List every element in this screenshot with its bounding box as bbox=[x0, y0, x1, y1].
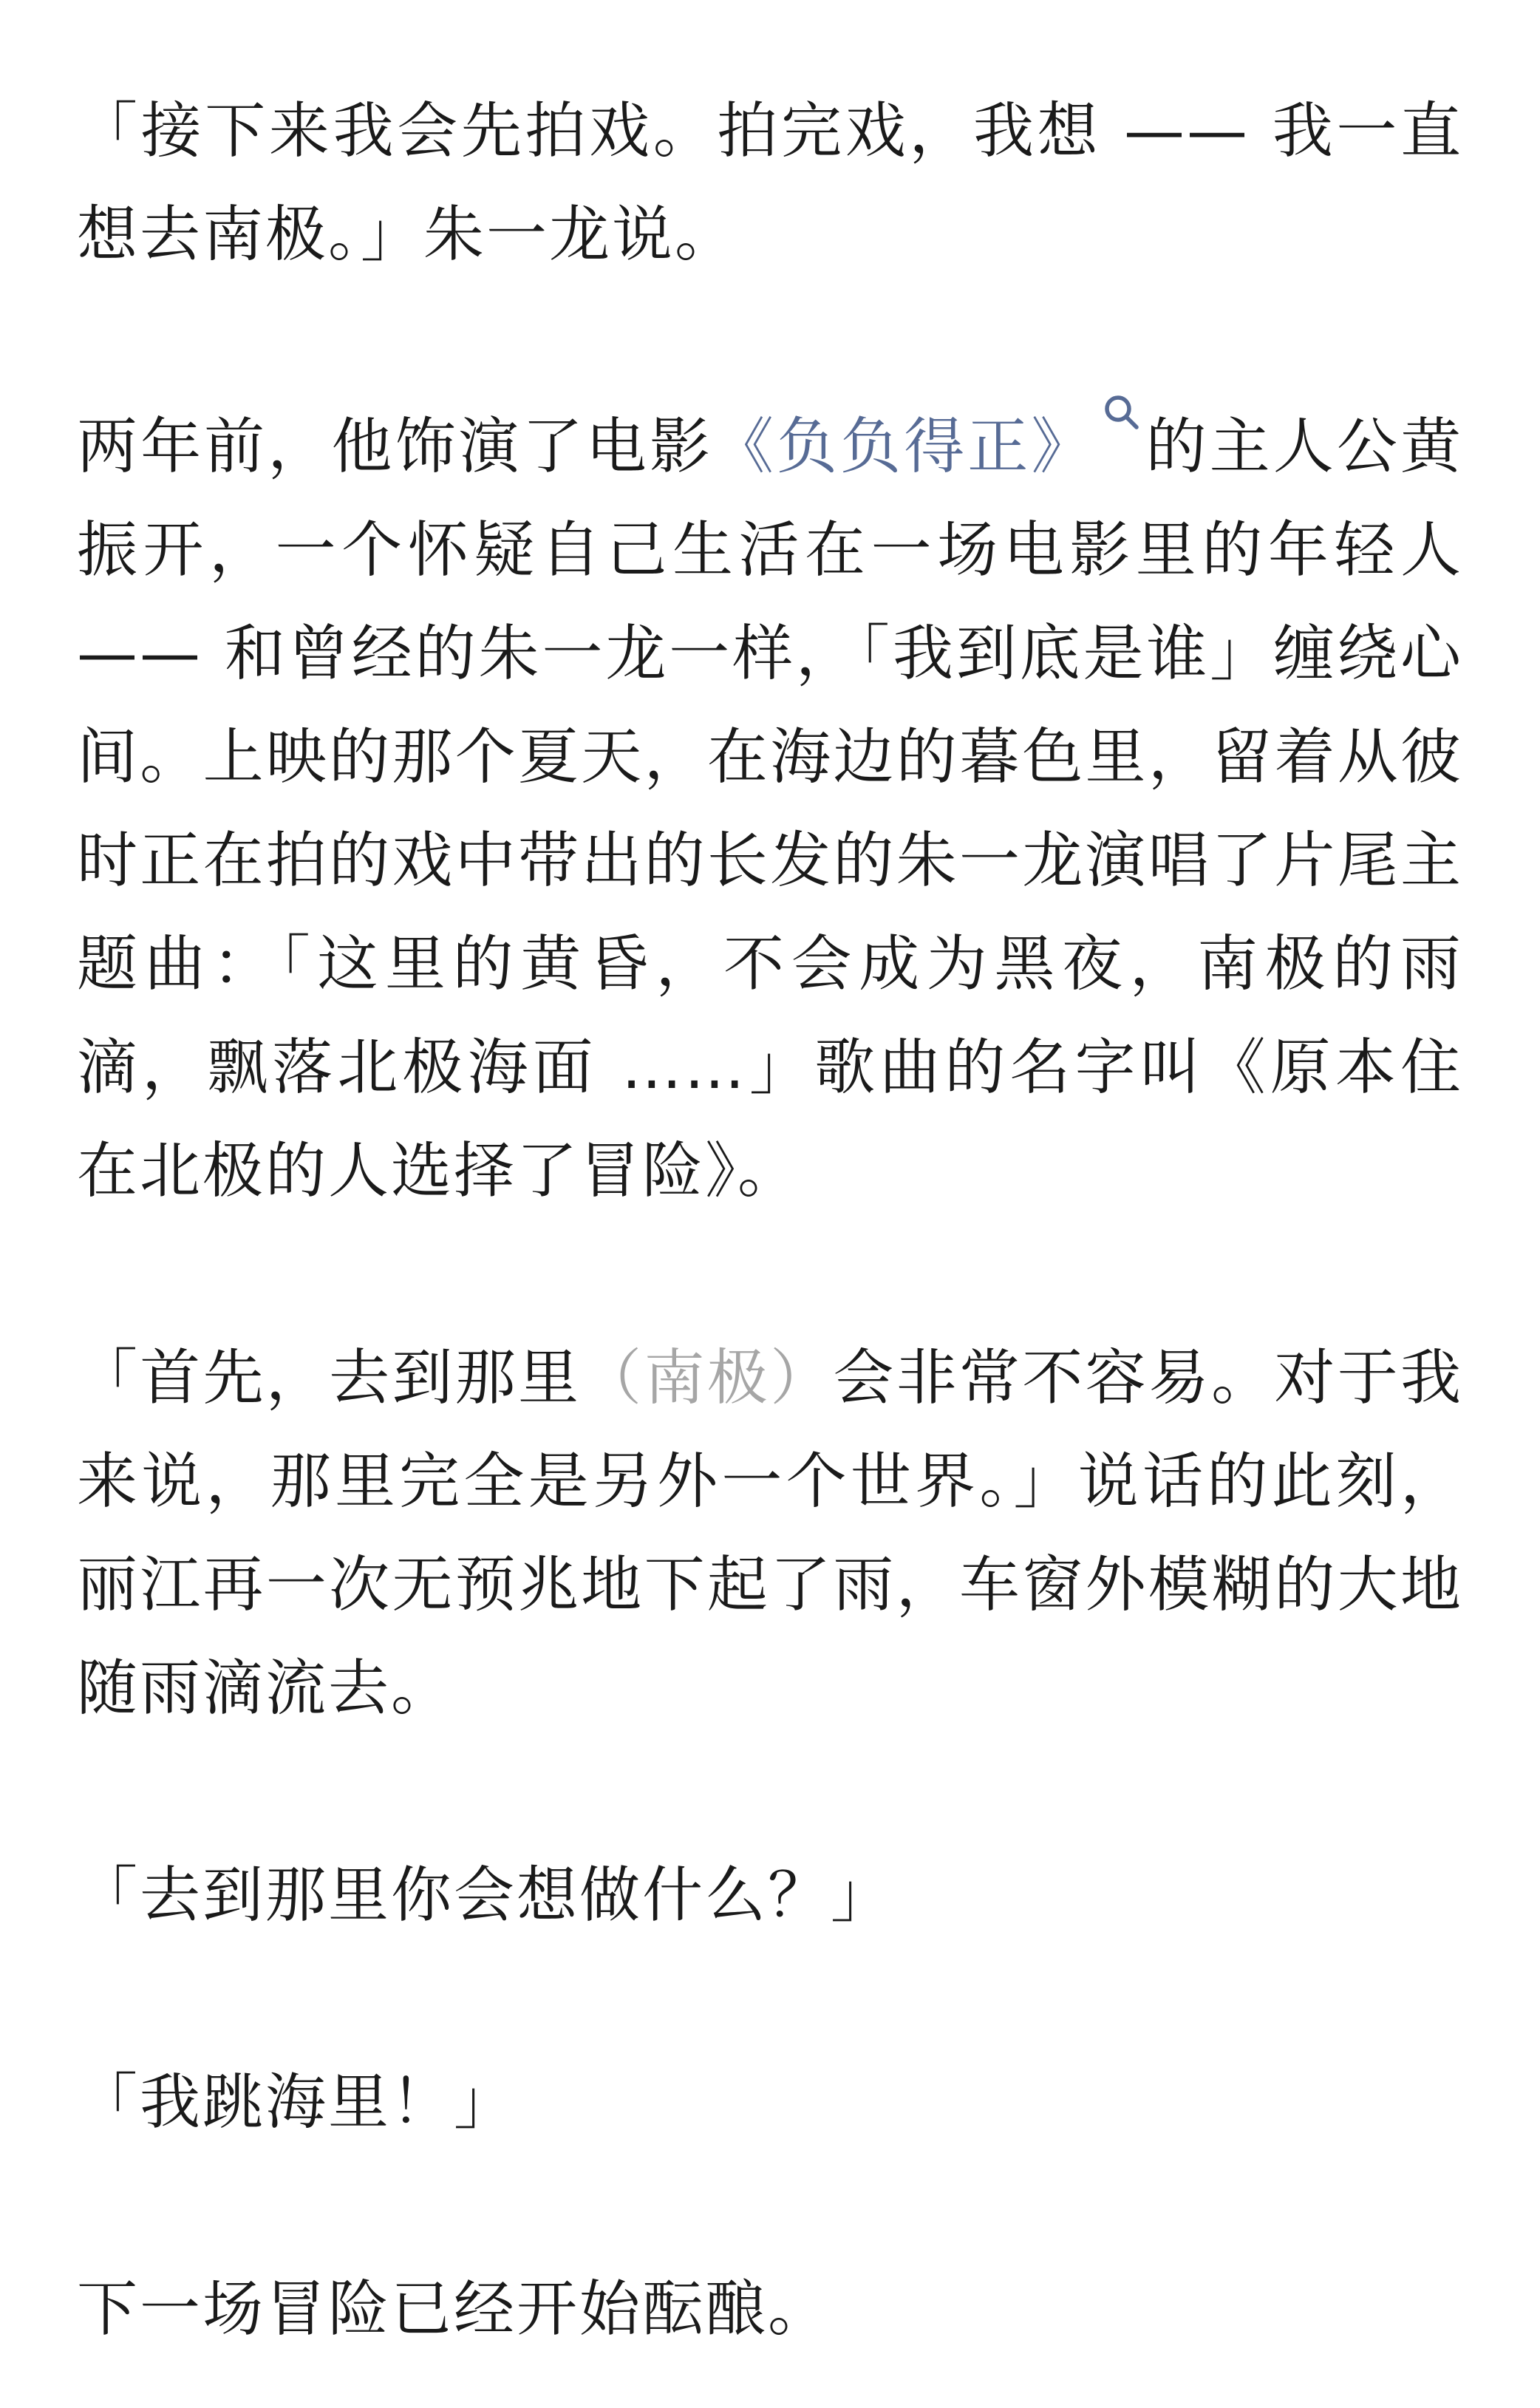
paragraph-2-text-after-link: 的主人公黄振开，一个怀疑自己生活在一场电影里的年轻人 —— 和曾经的朱一龙一样，「我到底是谁」缠绕心间。上映的那个夏天，在海边的暮色里，留着从彼时正在拍的戏中带出的长发的朱一龙演唱了片尾主题曲：「这里的黄昏，不会成为黑夜，南极的雨滴，飘落北极海面 ……」歌曲的名字叫《原本住在北极的人选择了冒险》。 bbox=[77, 412, 1463, 1206]
paragraph-6 bbox=[77, 2258, 1463, 2361]
paragraph-2-text-before-link: 两年前，他饰演了电影 bbox=[77, 412, 713, 482]
article-body bbox=[77, 80, 1463, 2361]
paragraph-3-text-after: 会非常不容易。对于我来说，那里完全是另外一个世界。」说话的此刻，丽江再一次无预兆地下起了雨，车窗外模糊的大地随雨滴流去。 bbox=[77, 1343, 1463, 1724]
paragraph-6-text: 下一场冒险已经开始酝酿。 bbox=[77, 2274, 831, 2344]
paragraph-5-text: 「我跳海里！」 bbox=[77, 2067, 517, 2137]
paragraph-1 bbox=[77, 80, 1463, 287]
paragraph-3-aside: （南极） bbox=[581, 1343, 834, 1413]
paragraph-5 bbox=[77, 2051, 1463, 2154]
movie-search-link[interactable]: 《负负得正》 bbox=[712, 412, 1095, 482]
paragraph-4 bbox=[77, 1844, 1463, 1948]
paragraph-3-text-before: 「首先，去到那里 bbox=[77, 1343, 582, 1413]
paragraph-4-text: 「去到那里你会想做什么？」 bbox=[77, 1860, 894, 1931]
paragraph-1-text: 「接下来我会先拍戏。拍完戏，我想 —— 我一直想去南极。」朱一龙说。 bbox=[77, 96, 1463, 270]
search-icon[interactable] bbox=[1100, 390, 1144, 435]
paragraph-3 bbox=[77, 1327, 1463, 1741]
paragraph-2 bbox=[77, 390, 1463, 1223]
